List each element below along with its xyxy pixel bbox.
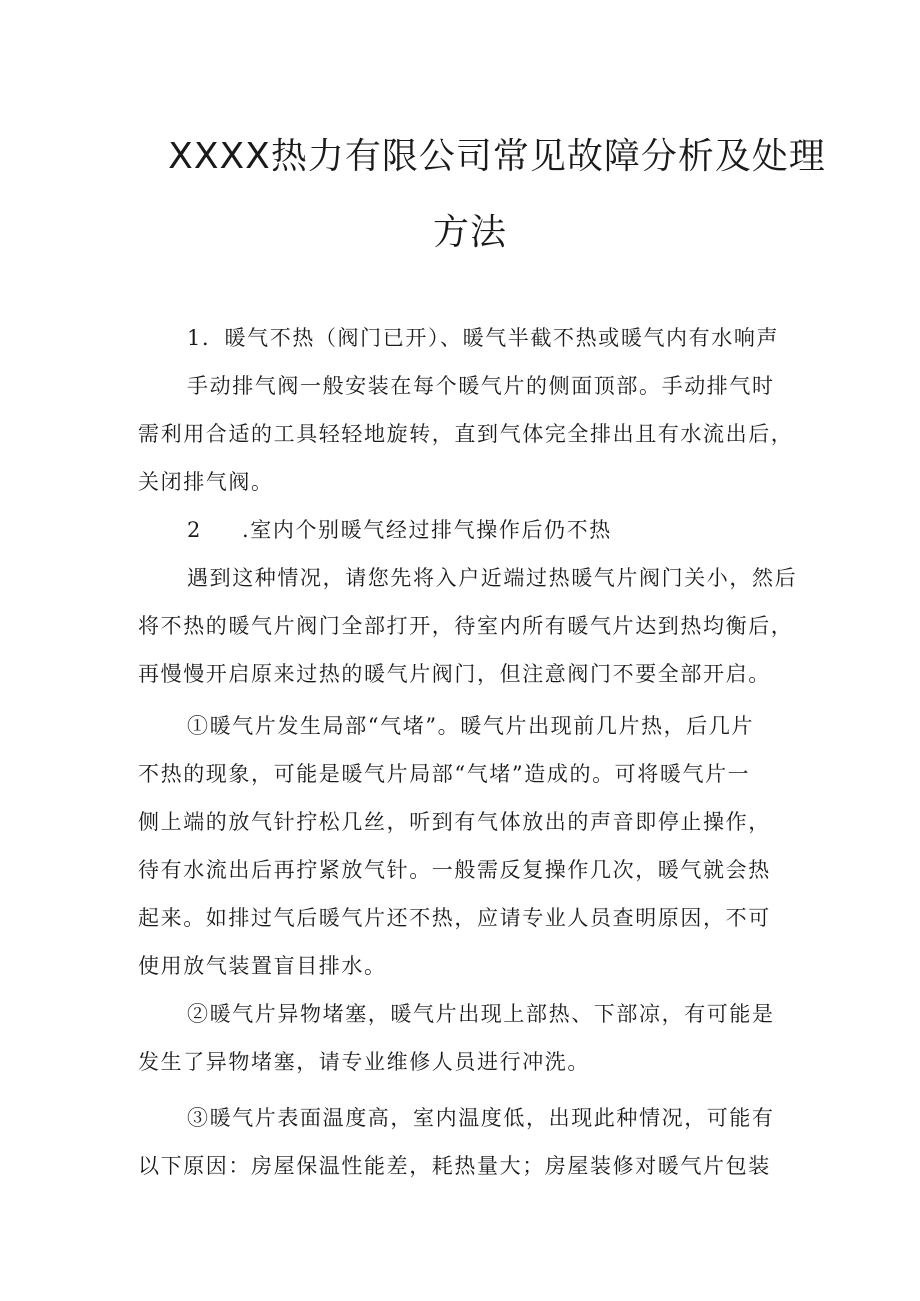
section-1-heading: 1．暖气不热（阀门已开）、暖气半截不热或暖气内有水响声 xyxy=(187,326,780,350)
paragraph-line: 遇到这种情况，请您先将入户近端过热暖气片阀门关小，然后 xyxy=(187,566,798,590)
paragraph-line: 起来。如排过气后暖气片还不热，应请专业人员查明原因，不可 xyxy=(138,906,771,930)
paragraph-line: 再慢慢开启原来过热的暖气片阀门，但注意阀门不要全部开启。 xyxy=(138,662,771,686)
section-2-heading xyxy=(187,514,847,544)
paragraph-line: 以下原因：房屋保温性能差，耗热量大；房屋装修对暖气片包装 xyxy=(138,1154,771,1178)
section-2-heading-text: .室内个别暖气经过排气操作后仍不热 xyxy=(241,518,612,542)
paragraph-line: 将不热的暖气片阀门全部打开，待室内所有暖气片达到热均衡后， xyxy=(138,614,794,638)
paragraph-line: 不热的现象，可能是暖气片局部“气堵”造成的。可将暖气片一 xyxy=(138,762,751,786)
paragraph-line: ③暖气片表面温度高，室内温度低，出现此种情况，可能有 xyxy=(187,1106,775,1130)
paragraph-line: 使用放气装置盲目排水。 xyxy=(138,954,387,978)
document-title-line-1: XXXX热力有限公司常见故障分析及处理 xyxy=(168,136,826,177)
paragraph-line: 关闭排气阀。 xyxy=(138,470,274,494)
paragraph-line: ①暖气片发生局部“气堵”。暖气片出现前几片热，后几片 xyxy=(187,714,755,738)
paragraph-line: 发生了异物堵塞，请专业维修人员进行冲洗。 xyxy=(138,1050,590,1074)
paragraph-line: 侧上端的放气针拧松几丝，听到有气体放出的声音即停止操作， xyxy=(138,810,771,834)
paragraph-line: 手动排气阀一般安装在每个暖气片的侧面顶部。手动排气时 xyxy=(187,374,775,398)
document-title-line-2: 方法 xyxy=(432,212,507,253)
paragraph-line: ②暖气片异物堵塞，暖气片出现上部热、下部凉，有可能是 xyxy=(187,1002,775,1026)
section-2-number: 2 xyxy=(187,518,202,542)
paragraph-line: 需利用合适的工具轻轻地旋转，直到气体完全排出且有水流出后， xyxy=(138,422,794,446)
paragraph-line: 待有水流出后再拧紧放气针。一般需反复操作几次，暖气就会热 xyxy=(138,858,771,882)
